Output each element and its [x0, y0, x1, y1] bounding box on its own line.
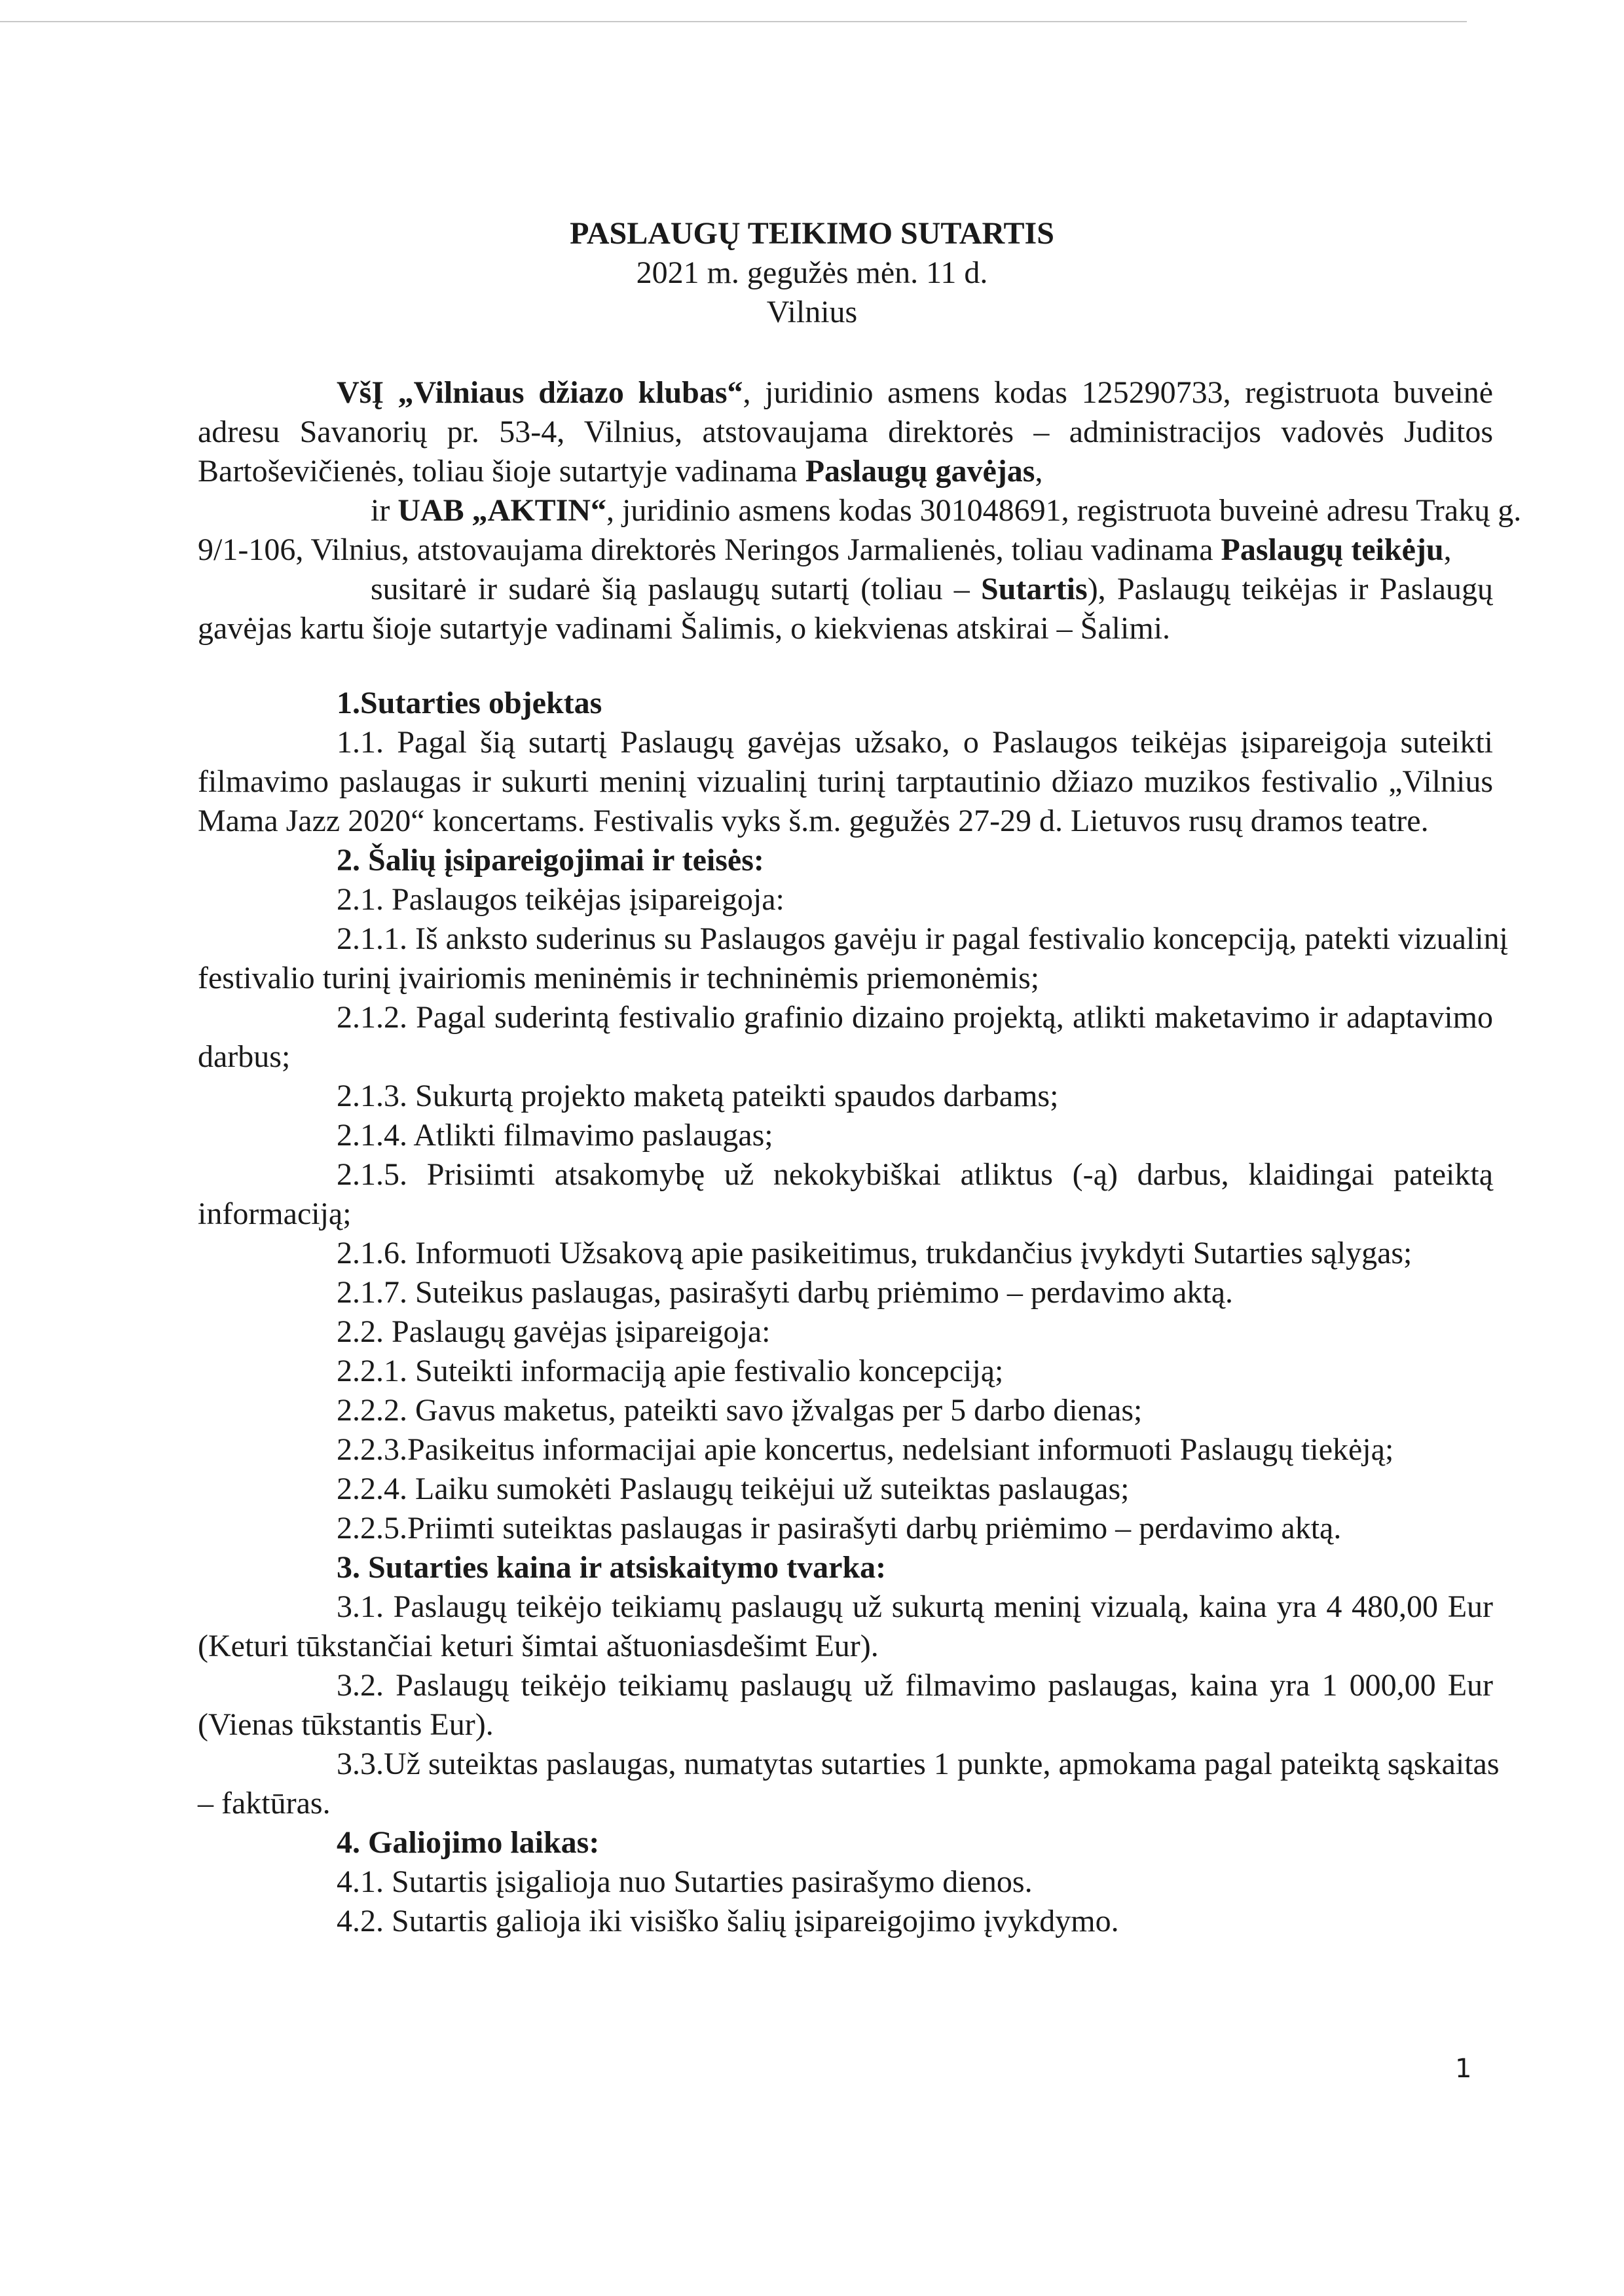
text: 9/1-106, Vilnius, atstovaujama direktorės Neringos Jarmalienės, toliau vadinama — [198, 532, 1221, 567]
document-title: PASLAUGŲ TEIKIMO SUTARTIS — [570, 216, 1054, 251]
clause-line: 4.2. Sutartis galioja iki visiško šalių įsipareigojimo įvykdymo. — [337, 1904, 1119, 1938]
document-body — [0, 214, 1624, 1941]
section-heading: 1.Sutarties objektas — [337, 686, 602, 720]
clause-line: 2.2.3.Pasikeitus informacijai apie koncertus, nedelsiant informuoti Paslaugų tiekėją; — [337, 1432, 1394, 1467]
text: , juridinio asmens kodas 301048691, registruota buveinė adresu Trakų g. — [606, 493, 1522, 528]
text: , — [1443, 532, 1452, 567]
preamble-line — [337, 373, 1493, 413]
clause-line: 2.2.4. Laiku sumokėti Paslaugų teikėjui už suteiktas paslaugas; — [337, 1472, 1130, 1506]
party-name: UAB „AKTIN“ — [397, 493, 607, 528]
preamble-line: gavėjas kartu šioje sutartyje vadinami Šalimis, o kiekvienas atskirai – Šalimi. — [198, 611, 1171, 646]
defined-term: Paslaugų gavėjas — [805, 454, 1035, 489]
defined-term: Sutartis — [981, 572, 1088, 606]
clause-line: 3.1. Paslaugų teikėjo teikiamų paslaugų už sukurtą meninį vizualą, kaina yra 4 480,00 Eur — [337, 1589, 1493, 1624]
preamble — [0, 373, 1624, 648]
clause-line: 2.1.6. Informuoti Užsakovą apie pasikeitimus, trukdančius įvykdyti Sutarties sąlygas; — [337, 1236, 1412, 1270]
clause-line: darbus; — [198, 1039, 291, 1074]
clause-line: – faktūras. — [198, 1786, 331, 1821]
document-date: 2021 m. gegužės mėn. 11 d. — [636, 255, 988, 290]
clause-line: (Vienas tūkstantis Eur). — [198, 1707, 494, 1742]
clause-line: 4.1. Sutartis įsigalioja nuo Sutarties pasirašymo dienos. — [337, 1864, 1033, 1899]
scan-edge-line — [0, 21, 1467, 22]
section-4 — [0, 1823, 1624, 1941]
clause-line: 2.1.1. Iš anksto suderinus su Paslaugos gavėju ir pagal festivalio koncepciją, patekti vizualinį — [337, 921, 1508, 956]
clause-line: 2.2. Paslaugų gavėjas įsipareigoja: — [337, 1314, 771, 1349]
clause-line: 2.2.5.Priimti suteiktas paslaugas ir pasirašyti darbų priėmimo – perdavimo aktą. — [337, 1511, 1342, 1546]
clause-line: 3.3.Už suteiktas paslaugas, numatytas sutarties 1 punkte, apmokama pagal pateiktą sąskaitas — [337, 1747, 1500, 1781]
clause-line: informaciją; — [198, 1196, 352, 1231]
clause-line: 2.1.5. Prisiimti atsakomybę už nekokybiškai atliktus (-ą) darbus, klaidingai pateiktą — [337, 1157, 1493, 1192]
defined-term: Paslaugų teikėju — [1221, 532, 1444, 567]
preamble-line — [371, 491, 1522, 530]
document-city: Vilnius — [766, 295, 858, 329]
clause-line: Mama Jazz 2020“ koncertams. Festivalis vyks š.m. gegužės 27-29 d. Lietuvos rusų dramos teatre. — [198, 804, 1429, 838]
clause-line: 2.1.7. Suteikus paslaugas, pasirašyti darbų priėmimo – perdavimo aktą. — [337, 1275, 1234, 1310]
text: ir — [371, 493, 398, 528]
clause-line: 2.2.1. Suteikti informaciją apie festivalio koncepciją; — [337, 1354, 1004, 1388]
text: ), Paslaugų teikėjas ir Paslaugų — [1087, 572, 1494, 606]
section-heading: 4. Galiojimo laikas: — [337, 1825, 600, 1860]
section-2 — [0, 841, 1624, 1548]
clause-line: 2.1. Paslaugos teikėjas įsipareigoja: — [337, 882, 784, 917]
section-heading: 2. Šalių įsipareigojimai ir teisės: — [337, 843, 764, 878]
clause-line: (Keturi tūkstančiai keturi šimtai aštuoniasdešimt Eur). — [198, 1629, 879, 1663]
preamble-line: adresu Savanorių pr. 53-4, Vilnius, atstovaujama direktorės – administracijos vadovės Juditos — [198, 415, 1493, 449]
clause-line: 2.1.4. Atlikti filmavimo paslaugas; — [337, 1118, 773, 1153]
clause-line: 2.2.2. Gavus maketus, pateikti savo įžvalgas per 5 darbo dienas; — [337, 1393, 1143, 1428]
party-name: VšĮ „Vilniaus džiazo klubas“ — [337, 375, 743, 410]
text: susitarė ir sudarė šią paslaugų sutartį (toliau – — [371, 572, 981, 606]
preamble-line — [198, 452, 1493, 491]
page-number: 1 — [1455, 2054, 1472, 2084]
section-1 — [0, 684, 1624, 841]
text: , — [1035, 454, 1043, 489]
clause-line: 2.1.3. Sukurtą projekto maketą pateikti spaudos darbams; — [337, 1079, 1059, 1113]
clause-line: filmavimo paslaugas ir sukurti meninį vizualinį turinį tarptautinio džiazo muzikos festivalio „Vilnius — [198, 764, 1493, 799]
preamble-line — [371, 570, 1493, 609]
section-heading: 3. Sutarties kaina ir atsiskaitymo tvarka: — [337, 1550, 887, 1585]
text: , juridinio asmens kodas 125290733, registruota buveinė — [743, 375, 1493, 410]
section-3 — [0, 1548, 1624, 1823]
clause-line: 3.2. Paslaugų teikėjo teikiamų paslaugų už filmavimo paslaugas, kaina yra 1 000,00 Eur — [337, 1668, 1493, 1703]
clause-line: festivalio turinį įvairiomis meninėmis ir techninėmis priemonėmis; — [198, 961, 1040, 995]
text: Bartoševičienės, toliau šioje sutartyje vadinama — [198, 454, 805, 489]
clause-line: 2.1.2. Pagal suderintą festivalio grafinio dizaino projektą, atlikti maketavimo ir adaptavimo — [337, 1000, 1493, 1035]
clause-line: 1.1. Pagal šią sutartį Paslaugų gavėjas užsako, o Paslaugos teikėjas įsipareigoja suteikti — [337, 725, 1493, 760]
preamble-line — [198, 530, 1493, 570]
